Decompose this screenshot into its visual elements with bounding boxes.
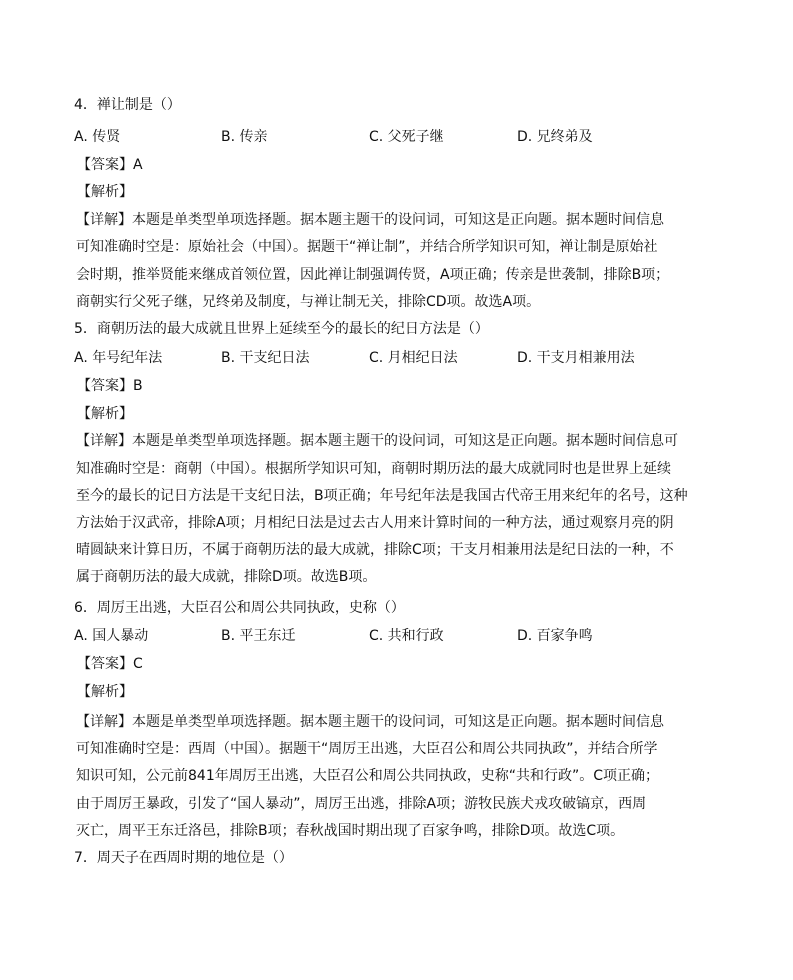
question-6-option-a: A. 国人暴动 xyxy=(74,628,149,644)
question-6-stem: 6．周厉王出逃，大臣召公和周公共同执政，史称（） xyxy=(74,600,405,616)
question-6-answer: 【答案】C xyxy=(77,656,143,672)
question-4-stem: 4．禅让制是（） xyxy=(74,97,181,113)
question-4-detail-line-1: 【详解】本题是单类型单项选择题。据本题主题干的设问词，可知这是正向题。据本题时间信息 xyxy=(76,212,664,228)
question-5-detail-line-4: 方法始于汉武帝，排除A项；月相纪日法是过去古人用来计算时间的一种方法，通过观察月亮的阴 xyxy=(76,515,674,531)
question-5-stem: 5．商朝历法的最大成就且世界上延续至今的最长的纪日方法是（） xyxy=(74,321,489,337)
question-4-option-d: D. 兄终弟及 xyxy=(517,129,593,145)
question-6-detail-line-5: 灭亡，周平王东迁洛邑，排除B项；春秋战国时期出现了百家争鸣，排除D项。故选C项。 xyxy=(76,823,625,839)
question-6-options xyxy=(0,627,793,645)
question-6-option-c: C. 共和行政 xyxy=(369,628,444,644)
question-4-options xyxy=(0,128,793,146)
question-5-option-d: D. 干支月相兼用法 xyxy=(517,350,635,366)
question-6-detail-line-4: 由于周厉王暴政，引发了“国人暴动”，周厉王出逃，排除A项；游牧民族犬戎攻破镐京，西周 xyxy=(76,796,647,812)
question-5-detail-line-3: 至今的最长的记日方法是干支纪日法，B项正确；年号纪年法是我国古代帝王用来纪年的名号，这种 xyxy=(76,488,688,504)
question-6-detail-line-2: 可知准确时空是：西周（中国）。据题干“周厉王出逃，大臣召公和周公共同执政”，并结合所学 xyxy=(76,741,658,757)
question-5-detail-line-2: 知准确时空是：商朝（中国）。根据所学知识可知，商朝时期历法的最大成就同时也是世界上延续 xyxy=(76,461,671,477)
question-6-option-b: B. 平王东迁 xyxy=(221,628,296,644)
question-4-detail-line-3: 会时期，推举贤能来继成首领位置，因此禅让制强调传贤，A项正确；传亲是世袭制，排除B项； xyxy=(76,267,670,283)
question-4-option-b: B. 传亲 xyxy=(221,129,268,145)
question-5-detail-line-1: 【详解】本题是单类型单项选择题。据本题主题干的设问词，可知这是正向题。据本题时间信息可 xyxy=(76,433,678,449)
question-5-option-b: B. 干支纪日法 xyxy=(221,350,310,366)
question-5-analysis-label: 【解析】 xyxy=(77,406,133,422)
question-4-answer: 【答案】A xyxy=(77,157,143,173)
question-4-option-a: A. 传贤 xyxy=(74,129,121,145)
question-5-options xyxy=(0,349,793,367)
question-6-analysis-label: 【解析】 xyxy=(77,684,133,700)
question-5-option-c: C. 月相纪日法 xyxy=(369,350,458,366)
question-5-detail-line-6: 属于商朝历法的最大成就，排除D项。故选B项。 xyxy=(76,569,377,585)
question-4-detail-line-4: 商朝实行父死子继，兄终弟及制度，与禅让制无关，排除CD项。故选A项。 xyxy=(76,294,541,310)
question-4-option-c: C. 父死子继 xyxy=(369,129,444,145)
question-6-option-d: D. 百家争鸣 xyxy=(517,628,593,644)
question-6-detail-line-3: 知识可知，公元前841年周厉王出逃，大臣召公和周公共同执政，史称“共和行政”。C项正确； xyxy=(76,768,660,784)
question-5-option-a: A. 年号纪年法 xyxy=(74,350,163,366)
question-4-detail-line-2: 可知准确时空是：原始社会（中国）。据题干“禅让制”，并结合所学知识可知，禅让制是原始社 xyxy=(76,239,658,255)
question-5-detail-line-5: 晴圆缺来计算日历，不属于商朝历法的最大成就，排除C项；干支月相兼用法是纪日法的一种，不 xyxy=(76,542,674,558)
question-7-stem: 7．周天子在西周时期的地位是（） xyxy=(74,850,293,866)
question-6-detail-line-1: 【详解】本题是单类型单项选择题。据本题主题干的设问词，可知这是正向题。据本题时间信息 xyxy=(76,714,664,730)
question-5-answer: 【答案】B xyxy=(77,378,143,394)
question-4-analysis-label: 【解析】 xyxy=(77,184,133,200)
